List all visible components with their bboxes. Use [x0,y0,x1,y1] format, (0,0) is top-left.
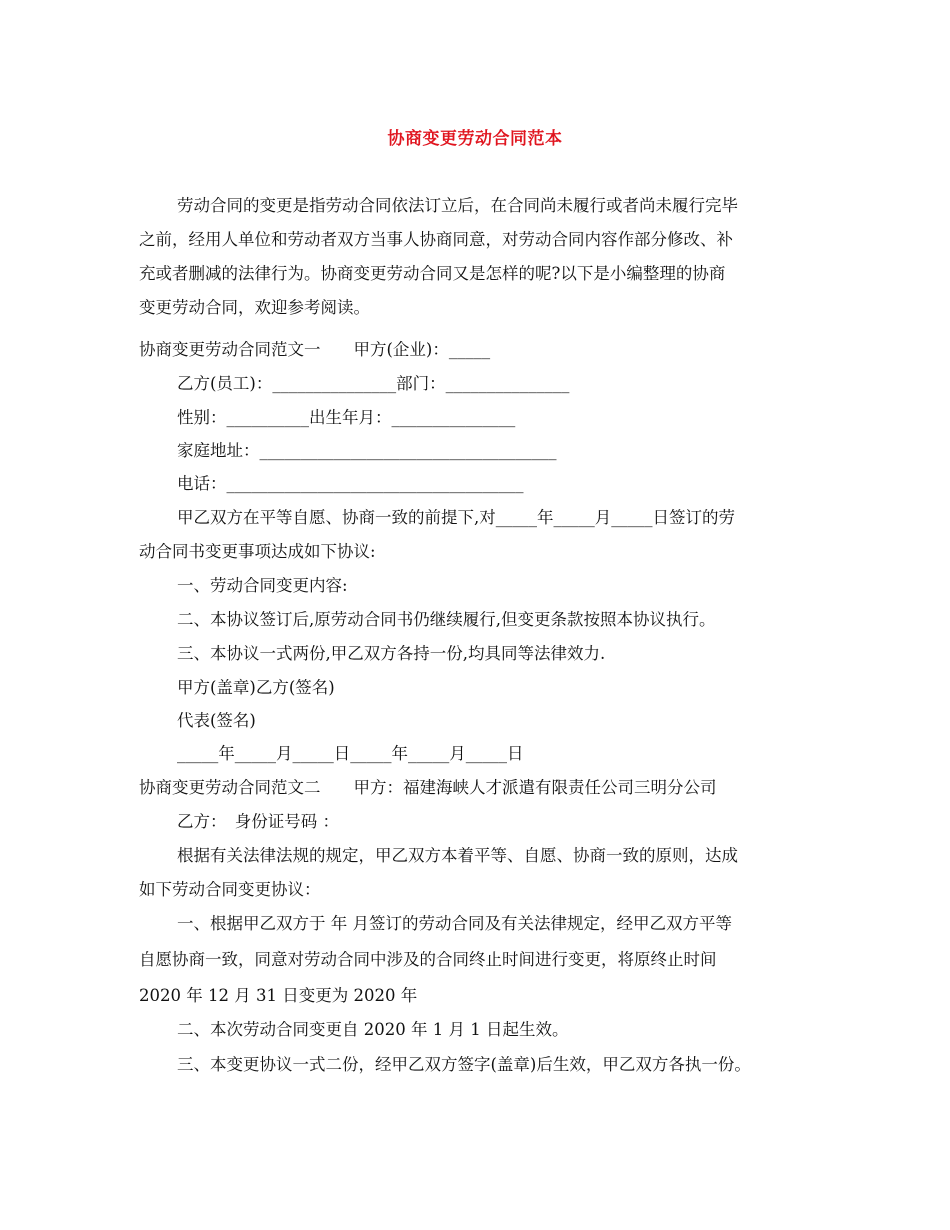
paragraph-line: 甲乙双方在平等自愿、协商一致的前提下,对_____年_____月_____日签订的劳 [177,508,735,527]
clause-line: 一、根据甲乙双方于 年 月签订的劳动合同及有关法律规定，经甲乙双方平等 [177,914,732,933]
paragraph-line: 之前，经用人单位和劳动者双方当事人协商同意，对劳动合同内容作部分修改、补 [139,230,733,249]
clause-line: 二、本协议签订后,原劳动合同书仍继续履行,但变更条款按照本协议执行。 [177,610,716,629]
clause-line: 2020 年 12 月 31 日变更为 2020 年 [139,986,418,1005]
paragraph-line: 充或者删减的法律行为。协商变更劳动合同又是怎样的呢?以下是小编整理的协商 [139,264,726,283]
section-heading-line: 协商变更劳动合同范文二 甲方：福建海峡人才派遣有限责任公司三明分公司 [139,778,717,797]
paragraph-line: 劳动合同的变更是指劳动合同依法订立后，在合同尚未履行或者尚未履行完毕 [177,196,738,215]
paragraph-line: 动合同书变更事项达成如下协议: [139,542,376,561]
paragraph-line: 根据有关法律法规的规定，甲乙双方本着平等、自愿、协商一致的原则，达成 [177,846,738,865]
form-line: 电话：____________________________________ [177,474,524,493]
clause-line: 三、本协议一式两份,甲乙双方各持一份,均具同等法律效力. [177,644,606,663]
document-title: 协商变更劳动合同范本 [387,129,563,149]
form-line: 性别：__________出生年月：_______________ [177,408,516,427]
paragraph-line: 变更劳动合同，欢迎参考阅读。 [139,298,370,317]
clause-line: 二、本次劳动合同变更自 2020 年 1 月 1 日起生效。 [177,1020,569,1039]
clause-line: 三、本变更协议一式二份，经甲乙双方签字(盖章)后生效，甲乙双方各执一份。 [177,1055,751,1074]
clause-line: 自愿协商一致，同意对劳动合同中涉及的合同终止时间进行变更，将原终止时间 [139,950,717,969]
clause-line: 一、劳动合同变更内容: [177,576,348,595]
signature-line: 甲方(盖章)乙方(签名) [177,678,335,697]
form-line: 家庭地址：____________________________________ [177,441,557,460]
form-line: 乙方(员工)：_______________部门：_______________ [177,374,570,393]
section-heading-line: 协商变更劳动合同范文一 甲方(企业)：_____ [139,340,491,359]
paragraph-line: 如下劳动合同变更协议： [139,880,321,899]
date-line: _____年_____月_____日_____年_____月_____日 [177,744,524,763]
signature-line: 代表(签名) [177,711,256,730]
form-line: 乙方： 身份证号码 ： [177,812,339,831]
